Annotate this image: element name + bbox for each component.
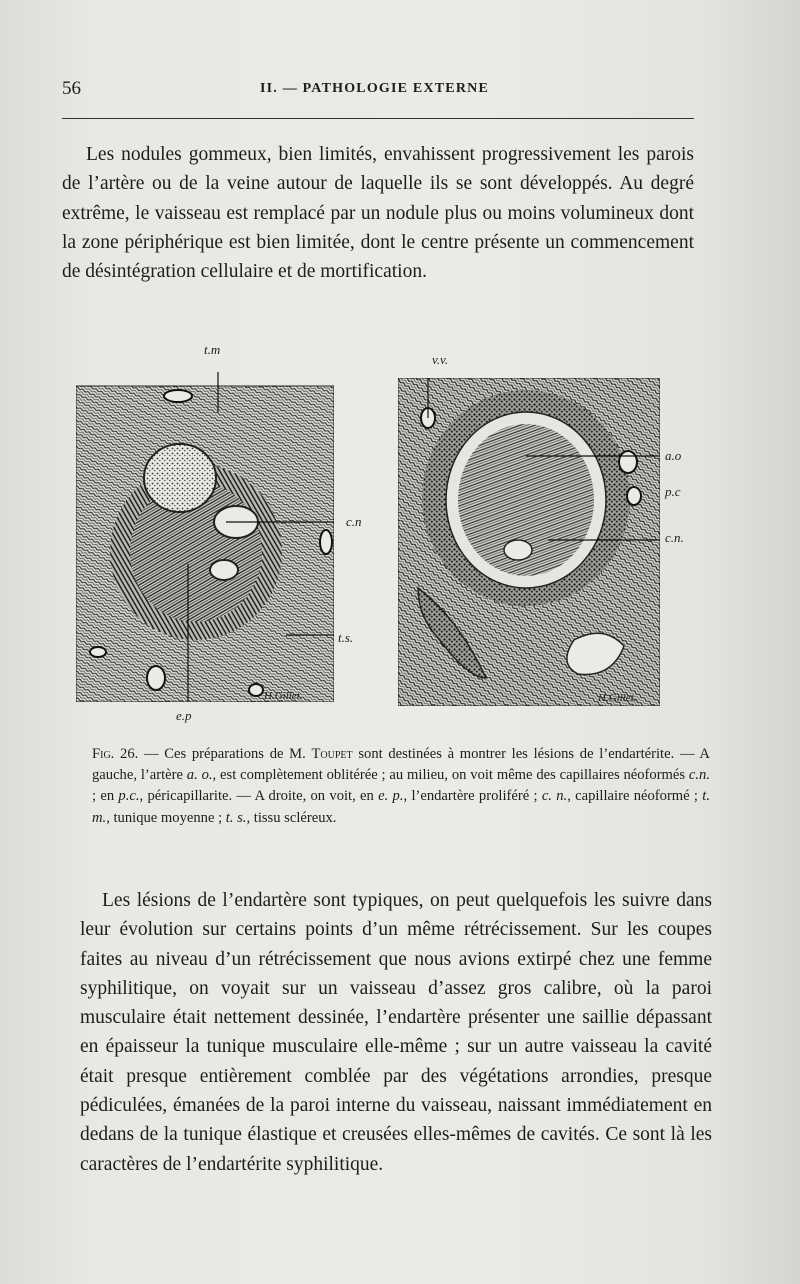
caption-text: sont destinées à montrer les lésions de l’endartérite. — A gauche, l’artère bbox=[92, 746, 710, 784]
left-engraving-illustration bbox=[76, 372, 334, 702]
caption-abbr: p.c. bbox=[118, 788, 140, 805]
caption-text: — Ces préparations de M. bbox=[138, 746, 312, 762]
label-ao: a.o bbox=[665, 448, 682, 463]
caption-abbr: t. m. bbox=[92, 788, 710, 826]
caption-text: ; en bbox=[92, 788, 119, 805]
label-ts: t.s. bbox=[338, 630, 354, 645]
caption-abbr: c.n. bbox=[688, 767, 710, 784]
header-rule bbox=[62, 118, 694, 119]
page-header bbox=[62, 78, 694, 102]
label-tm: t.m bbox=[204, 342, 221, 357]
engraver-signature-left: H.Gillet. bbox=[264, 690, 303, 702]
paragraph-top: Les nodules gommeux, bien limités, envahissent progressivement les parois de l’artère ou de la veine autour de laquelle ils se sont développés. Au degré extrême, le vaisseau est remplacé par un nodule plus ou moins volumineux dont la zone périphérique est bien limitée, dont le centre présente un commencement de désintégration cellulaire et de mortification. bbox=[62, 144, 694, 283]
caption-abbr: e. p. bbox=[378, 788, 404, 805]
caption-abbr: a. o. bbox=[186, 767, 213, 784]
caption-text: , tunique moyenne ; bbox=[106, 809, 226, 826]
running-head: II. — PATHOLOGIE EXTERNE bbox=[260, 81, 489, 96]
caption-text: , tissu scléreux. bbox=[246, 809, 337, 826]
engraver-signature-right: H.Gillet. bbox=[598, 692, 637, 704]
label-cn-left: c.n bbox=[346, 514, 362, 529]
label-ep: e.p bbox=[176, 708, 192, 723]
label-vv: v.v. bbox=[432, 352, 449, 367]
paragraph-bottom: Les lésions de l’endartère sont typiques, on peut quelquefois les suivre dans leur évolution sur certains points d’un même rétrécissement. Sur les coupes faites au niveau d’un rétrécissement que nous avions extirpé chez une femme syphilitique, on voyait sur un vaisseau d’assez gros calibre, où la paroi musculaire était nettement dessinée, l’endartère présenter une saillie dépassant en épaisseur la tunique musculaire elle-même ; sur un autre vaisseau la cavité était presque entièrement comblée par des végétations arrondies, presque pédiculées, émanées de la paroi interne du vaisseau, naissant immédiatement en dedans de la tunique élastique et creusées elles-mêmes de cavités. Ce sont là les caractères de l’endartérite syphilitique. bbox=[80, 890, 712, 1175]
caption-author: Toupet bbox=[311, 746, 353, 762]
figure-right-engraving bbox=[398, 352, 684, 706]
label-cn-right: c.n. bbox=[665, 530, 684, 545]
caption-abbr: t. s. bbox=[225, 809, 247, 826]
right-engraving-illustration bbox=[398, 378, 660, 706]
caption-text: , capillaire néoformé ; bbox=[567, 788, 703, 805]
figure-left-engraving bbox=[76, 342, 362, 723]
caption-fig-label: Fig. 26. bbox=[92, 746, 139, 762]
caption-text: , péricapillarite. — A droite, on voit, en bbox=[139, 788, 379, 805]
label-pc: p.c bbox=[665, 484, 681, 499]
caption-text: , est complètement oblitérée ; au milieu, on voit même des capillaires néoformés bbox=[212, 767, 689, 784]
caption-abbr: c. n. bbox=[541, 788, 568, 805]
caption-text: , l’endartère proliféré ; bbox=[403, 788, 542, 805]
page-number: 56 bbox=[62, 78, 81, 99]
figure-caption bbox=[92, 744, 710, 829]
